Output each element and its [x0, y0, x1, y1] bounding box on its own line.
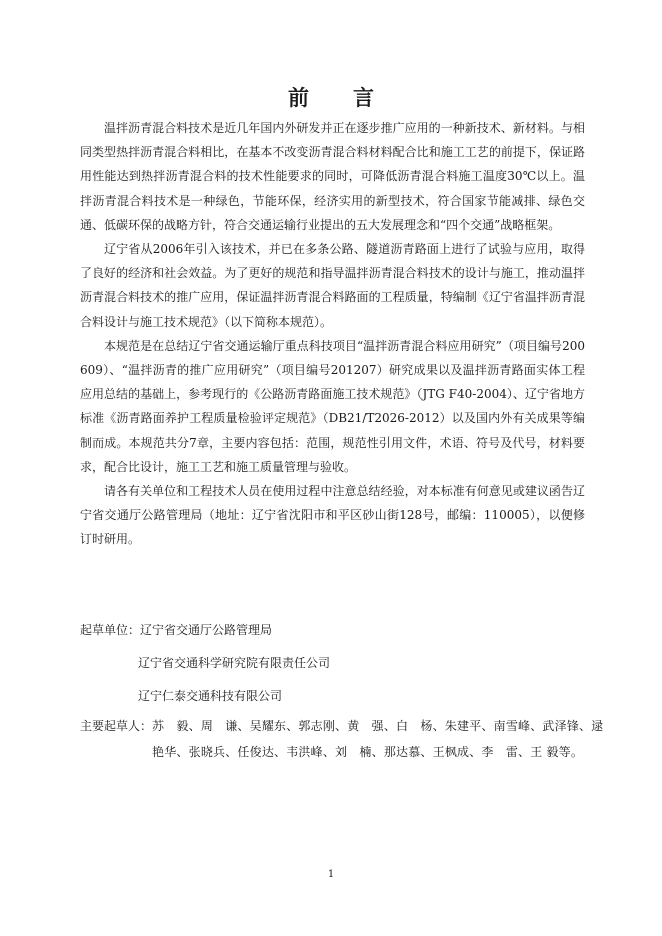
drafting-unit: 辽宁仁泰交通科技有限公司 — [138, 689, 283, 703]
main-drafters — [80, 713, 604, 765]
paragraph-2: 辽宁省从2006年引入该技术，并已在多条公路、隧道沥青路面上进行了试验与应用，取得了良好的经济和社会效益。为了更好的规范和指导温拌沥青混合料技术的设计与施工，推动温拌沥青混合料技术的推广应用，保证温拌沥青混合料路面的工程质量，特编制《辽宁省温拌沥青混合料设计与施工技术规范》（以下简称本规范）。 — [80, 242, 585, 329]
drafting-unit-row-3 — [80, 680, 585, 713]
page-number: 1 — [327, 869, 335, 880]
page-title: 前言 — [288, 86, 418, 110]
main-drafters-names — [152, 713, 603, 765]
drafting-unit: 辽宁省交通科学研究院有限责任公司 — [138, 656, 331, 670]
drafters-line-1: 苏 毅、周 谦、吴耀东、郭志刚、黄 强、白 杨、朱建平、南雪峰、武泽锋、逯 — [152, 719, 604, 733]
preface-body — [80, 116, 585, 552]
drafting-units-label: 起草单位： — [80, 623, 141, 637]
drafting-unit-row-2 — [80, 647, 585, 680]
drafting-unit: 辽宁省交通厅公路管理局 — [140, 623, 273, 637]
drafting-unit-row-1 — [80, 614, 585, 647]
paragraph-4: 请各有关单位和工程技术人员在使用过程中注意总结经验，对本标准有何意见或建议函告辽宁省交通厅公路管理局（地址：辽宁省沈阳市和平区砂山街128号，邮编：110005），以便修订时研用。 — [80, 484, 585, 547]
drafters-line-2: 艳华、张晓兵、任俊达、韦洪峰、刘 楠、那达慕、王枫成、李 雷、王 毅等。 — [152, 745, 584, 759]
paragraph-3: 本规范是在总结辽宁省交通运输厅重点科技项目“温拌沥青混合料应用研究”（项目编号200609）、“温拌沥青的推广应用研究”（项目编号201207）研究成果以及温拌沥青路面实体工程应用总结的基础上，参考现行的《公路沥青路面施工技术规范》（JTG F40-2004）、辽宁省地方标准《沥青路面养护工程质量检验评定规范》（DB21/T2026-2012）以及国内外有关成果等编制而成。本规范共分7章，主要内容包括：范围，规范性引用文件，术语、符号及代号，材料要求，配合比设计，施工工艺和施工质量管理与验收。 — [80, 338, 585, 474]
paragraph-1: 温拌沥青混合料技术是近几年国内外研发并正在逐步推广应用的一种新技术、新材料。与相同类型热拌沥青混合料相比，在基本不改变沥青混合料材料配合比和施工工艺的前提下，保证路用性能达到热拌沥青混合料的技术性能要求的同时，可降低沥青混合料施工温度30℃以上。温拌沥青混合料技术是一种绿色，节能环保，经济实用的新型技术，符合国家节能减排、绿色交通、低碳环保的战略方针，符合交通运输行业提出的五大发展理念和“四个交通”战略框架。 — [80, 121, 585, 232]
main-drafters-label: 主要起草人： — [80, 719, 153, 733]
drafting-info — [80, 614, 604, 765]
